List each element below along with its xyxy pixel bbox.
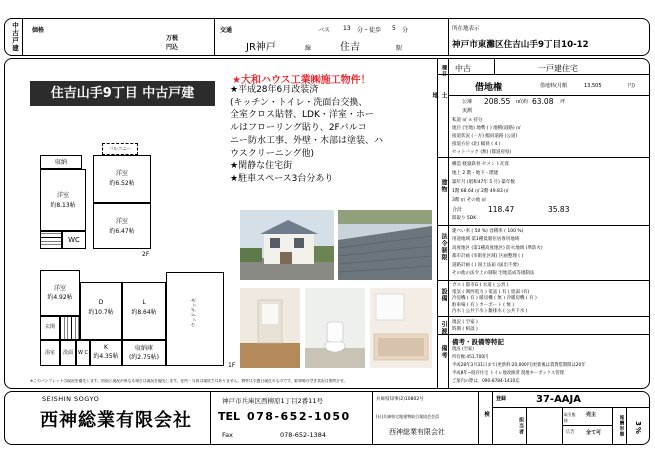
minutes-label: 分・徒歩 — [357, 27, 382, 34]
land-tsubo-unit: 坪 — [560, 99, 566, 105]
listing-title — [30, 81, 215, 106]
traffic-label: 交通 — [220, 27, 233, 34]
feature-point: ニー防水工事、外壁・木部は塗装、ハ — [230, 135, 384, 146]
land-area-label-2: 実測 — [462, 108, 473, 114]
exterior-photo-roof — [338, 210, 432, 280]
reg-label: 登録 — [496, 396, 507, 402]
remark-row: ご案内の際は、090-8784-1410迄 — [452, 379, 520, 384]
price-label: 価格 — [32, 27, 45, 34]
license-number: 兵庫県知事(2)10802号 — [376, 397, 424, 402]
feature-point: ★駐車スペース3台分あり — [230, 173, 334, 184]
remarks-details — [452, 346, 648, 386]
room-2f-balcony: バルコニー — [102, 143, 138, 155]
remarks-title: 備考・設備等特記 — [452, 338, 504, 346]
remark-row: 平成8年~既存住宅 トイレ他改修済 現地キーボックス管理 — [452, 371, 564, 376]
law-row: 建ぺい率 ( 50 %) 容積率 ( 100 %) — [452, 229, 524, 234]
feature-point: ★平成28年6月改装済 — [230, 85, 319, 95]
walk-suffix: 分 — [402, 27, 409, 34]
membership: (社)兵庫県宅地建物取引業協会会員 — [376, 414, 440, 419]
spec-section-law: 法令制限 — [440, 233, 447, 261]
handover-row: 現況 ( 空家 ) — [452, 320, 478, 325]
listing-type-tag: 中古戸建 — [11, 22, 19, 52]
land-detail-row: 地目 (宅地) 地勢 ( ) 地積(道路) ㎡ — [452, 126, 521, 131]
room-2f-wc: WC — [62, 231, 86, 249]
room-1f-bath: 浴室 — [40, 340, 60, 366]
handover-details — [452, 319, 648, 333]
feature-point: (キッチン・トイレ・洗面台交換、 — [230, 97, 368, 108]
price-unit-2: 円込 — [166, 44, 179, 51]
building-floor-3: 3階 ㎡ その他 ㎡ — [452, 198, 487, 203]
ad-value: 全て可 — [586, 430, 602, 436]
land-rent-value: 13,505 — [584, 83, 602, 89]
land-area-label: 公簿 — [462, 99, 473, 105]
listing-title-text: 住吉山手9丁目 中古戸建 — [50, 86, 195, 101]
commission-value: 売主 — [586, 412, 597, 418]
line-name: JR神戸 — [246, 42, 276, 53]
land-rent-label: 借地料(月額 — [540, 83, 567, 89]
bus-label: バス — [318, 27, 331, 34]
room-2f-western-1: 洋室 約6.52帖 — [93, 155, 151, 203]
law-row: 都市計画 (市街化区域) 区画整理 ( ) — [452, 254, 524, 260]
remark-row: 所有権:451,700円 — [452, 355, 489, 360]
room-1f-deck: ウッドデッキ — [166, 272, 224, 366]
spec-section-handover: 引渡 — [440, 321, 447, 335]
building-structure: 構造 軽量鉄骨 セメント瓦葺 — [452, 162, 509, 167]
ad-label: 広告 — [566, 430, 575, 435]
land-detail-row: セットバック (無) (都道府県) — [452, 150, 512, 155]
madori: 間取り 5DK — [452, 216, 477, 221]
facility-row: ガス ( 都市G ) 水道 ( 公営 ) — [452, 283, 509, 288]
check-label: 検 — [483, 410, 489, 418]
reg-number: 37-AAJA — [536, 394, 582, 405]
header-frame — [4, 18, 650, 56]
room-2f-stairs — [40, 231, 62, 249]
feature-point: ルはフローリング貼り、2Fバルコ — [230, 123, 367, 134]
facility-row: 駐車場 ( 有 ) カーポート ( 無 ) — [452, 302, 515, 308]
feature-point: ★閑静な住宅街 — [230, 161, 293, 172]
room-1f-kitchen: K 約4.35帖 — [90, 340, 122, 366]
law-row: 道路計画 ( ) 国土法届 (届出不要) — [452, 262, 519, 268]
spec-section-type: 種目 — [441, 65, 447, 77]
building-built: 築年月 (昭和47年 5 月) 築年数 — [452, 180, 515, 185]
law-row: 用途地域 第1種低層住居専用地域 — [452, 237, 520, 243]
feature-point: ウスクリーニング他) — [230, 148, 315, 159]
fax-label: Fax — [222, 431, 233, 439]
facility-row: 電気 ( 関西電力 ) 電話 ( 有 ) 給湯 (有) — [452, 289, 530, 295]
land-detail-row: 私道 ㎡ × 持分 — [452, 118, 483, 123]
floor-2f-label: 2F — [142, 251, 150, 258]
line-suffix: 線 — [305, 45, 312, 52]
land-detail-row: 接道状況 (一方) 幅員道路 (公道) — [452, 134, 518, 139]
facility-row: 冷房機 ( 有 ) 暖房機 ( 無 ) 冷暖房機 ( 有 ) — [452, 296, 537, 302]
total-area-label: 合計 — [452, 207, 463, 213]
fee-value: 3% — [634, 421, 642, 435]
feature-points — [230, 84, 430, 186]
land-area-unit: ㎡(約 — [516, 99, 528, 105]
interior-photo-toilet — [305, 288, 365, 368]
type-used: 中古 — [455, 64, 471, 73]
building-details — [452, 160, 648, 205]
commission-label: 取引態様 — [564, 412, 576, 423]
company-name: 西神総業有限会社 — [40, 410, 192, 431]
station-suffix: 駅 — [396, 45, 403, 52]
handover-row: 時期 ( 相談 ) — [452, 327, 478, 332]
spec-section-land: 土地 — [431, 91, 447, 99]
exterior-photo-house — [240, 210, 334, 280]
room-1f-stairs — [60, 316, 80, 340]
price-unit-1: 万税 — [166, 35, 179, 42]
station-name: 住吉 — [340, 42, 360, 53]
facility-details — [452, 283, 648, 316]
feature-point: 全室クロス貼替、LDK・洋室・ホー — [230, 110, 374, 121]
total-tsubo-value: 35.83 — [548, 205, 570, 214]
land-area-value: 208.55 — [484, 97, 511, 106]
catch-copy: ★大和ハウス工業㈱施工物件！ — [232, 75, 371, 86]
interior-photo-bath — [370, 288, 432, 368]
building-floor-1-2: 1階 68.64 ㎡ 2階 49.83 ㎡ — [452, 189, 509, 194]
room-1f-storage: 収納庫 (約2.75帖) — [122, 340, 166, 366]
law-row: 高度地区 (第1種高度地区) 防火地域 (準防火) — [452, 245, 543, 251]
spec-section-facility: 設備 — [440, 288, 447, 302]
property-address: 神戸市東灘区住吉山手9丁目10-12 — [452, 40, 589, 50]
land-detail-row: 接道方位 (北) 幅員 ( 4 ) — [452, 142, 501, 147]
staff-label: 担当者 — [518, 417, 524, 435]
tel-label: TEL — [218, 410, 241, 423]
room-1f-entrance: 玄関 — [40, 316, 60, 340]
address-label: 所在地表示 — [452, 26, 480, 32]
company-romaji: SEISHIN SOGYO — [42, 395, 100, 403]
walk-minutes: 5 — [392, 25, 396, 32]
room-2f-western-2: 洋室 約8.13帖 — [40, 169, 86, 231]
room-2f-western-3: 洋室 約6.47帖 — [93, 203, 151, 249]
company-name-small: 西神総業有限会社 — [389, 428, 445, 436]
land-tsubo-value: 63.08 — [532, 97, 554, 106]
fax-number: 078-652-1384 — [280, 431, 327, 439]
remark-row: 平成28年3月31日まで(更新料:20,000円)更新後は賃貸借期間は20年 — [452, 363, 586, 368]
room-1f-living: L 約8.64帖 — [122, 282, 166, 340]
remark-row: 現況 (空家) — [452, 347, 474, 352]
spec-section-remarks: 備考 — [440, 345, 447, 359]
interior-photo-room — [240, 288, 300, 368]
law-row: その他の法令上の制限 宅地造成等規制法 — [452, 271, 535, 277]
law-details — [452, 228, 648, 278]
land-details — [452, 117, 648, 157]
floor-1f-label: 1F — [228, 362, 236, 369]
room-1f-western: 洋室 約4.92帖 — [40, 270, 80, 316]
spec-section-building: 建物 — [440, 179, 447, 193]
footnote: ※このパンフレットは現況を優先します。図面と現況が異なる場合は現況を優先します。住所・写真は現状ではありません。物件は引渡日現在のものです。駐車場の空き状況は要問合せ。 — [30, 379, 348, 383]
fee-label: 報酬形態 — [619, 415, 624, 437]
room-2f-storage: 収納 — [40, 155, 82, 169]
tel-number: 078-652-1050 — [247, 410, 351, 423]
total-area-value: 118.47 — [488, 205, 515, 214]
land-rent-unit: 円) — [628, 83, 635, 89]
bus-minutes: 13 — [343, 25, 351, 32]
building-floors: 地上 2 階・地下 - 階建 — [452, 171, 499, 176]
land-right: 借地権 — [475, 83, 503, 93]
company-address: 神戸市兵庫区西柳原1丁目2番11号 — [222, 397, 324, 405]
room-1f-wash: 洗面 — [60, 340, 76, 366]
room-1f-dining: D 約10.7帖 — [80, 282, 122, 340]
room-1f-wc: W C — [76, 340, 90, 366]
facility-row: 汚水 ( 公共下水 ) 雑排水 ( 公共下水 ) — [452, 309, 528, 315]
type-house: 一戸建住宅 — [538, 64, 578, 73]
